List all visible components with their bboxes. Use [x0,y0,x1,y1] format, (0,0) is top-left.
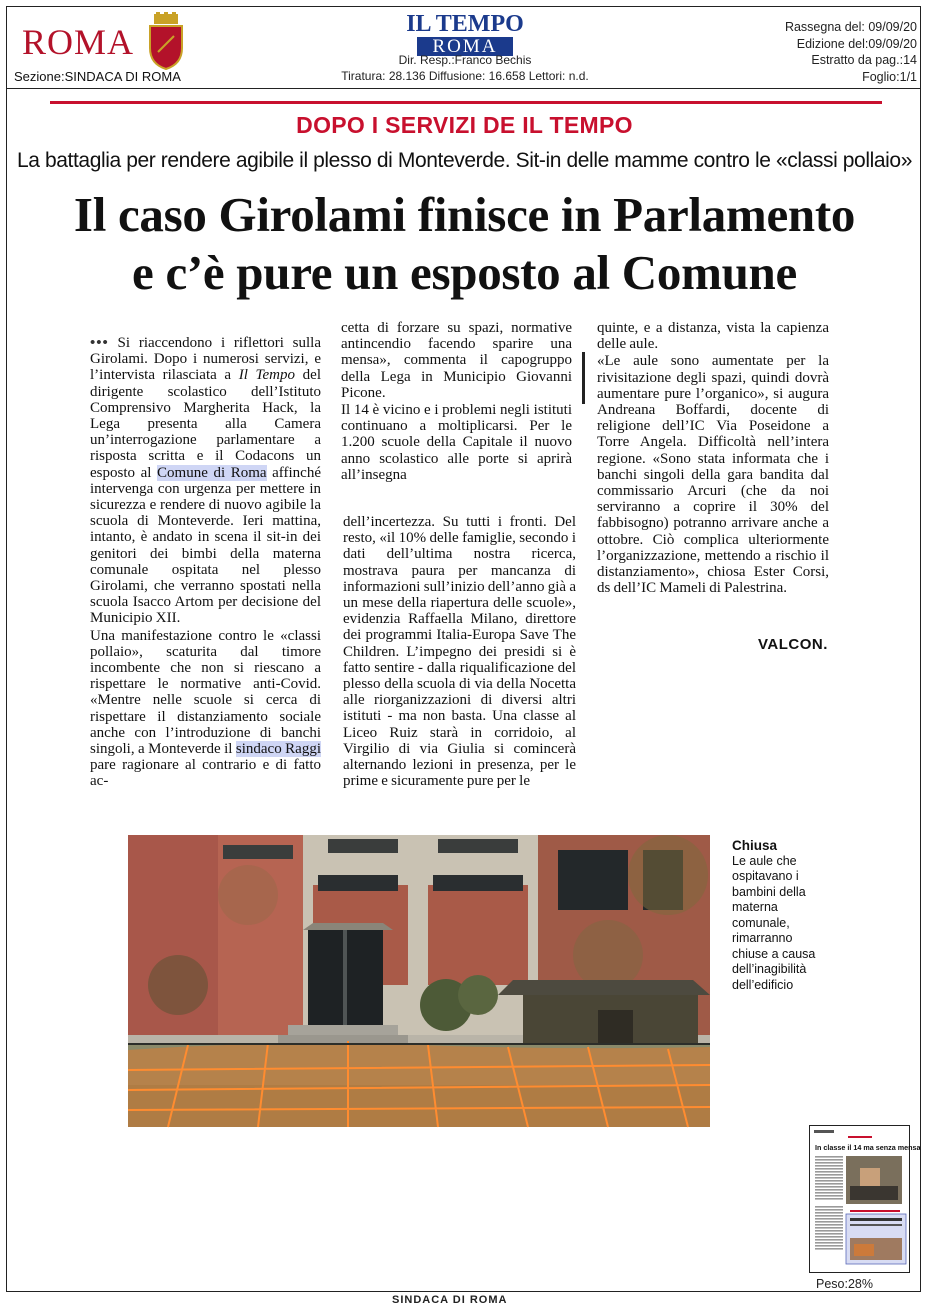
director-line: Dir. Resp.:Franco Bechis [398,53,532,67]
article-column-2-top [341,320,572,484]
circulation-line: Tiratura: 28.136 Diffusione: 16.658 Lettori: n.d. [341,69,589,83]
meta-estratto: Estratto da pag.:14 [811,53,917,67]
article-column-3 [597,320,829,597]
column-2-paragraph-3: dell’incertezza. Su tutti i fronti. Del resto, «il 10% delle famiglie, secondo i dati dell’ultima nostra ricerca, mostrava paura per mancanza di informazioni sull’inizio dell’anno già a un mese della riapertura delle scuole», evidenzia Raffaella Milano, direttore dei programmi Italia-Europa Save The Children. L’impegno dei presidi si è fatto sentire - dalla riqualificazione del plesso della scuola di via della Nocetta alle riorganizzazioni di diversi altri istituti - ma non basta. Una classe al Liceo Ruiz starà in corridoio, al Virgilio di via Giulia si comincerà alternando lezioni in presenza, per le prime e sicuramente pure per le [343,514,576,790]
headline-line-1: Il caso Girolami finisce in Parlamento [73,187,856,242]
meta-foglio: Foglio:1/1 [862,69,917,84]
column-1-paragraph-1: ••• Si riaccendono i riflettori sulla Girolami. Dopo i numerosi servizi, e l’intervista rilasciata a Il Tempo del dirigente scolastico dell’Istituto Comprensivo Margherita Hack, la Lega presenta alla Camera un’interrogazione parlamentare a risposta scritta e il Codacons un esposto al Comune di Roma affinché intervenga con urgenza per mettere in sicurezza e rendere di nuovo agibile la scuola di Monteverde. Ieri mattina, intanto, è andato in scena il sit-in dei genitori dei bimbi della materna comunale ospitata nel plesso Girolami, che verranno spostati nella scuola Isacco Artom per decisione del Municipio XII. [90,335,321,627]
press-review-meta [785,19,917,85]
peso-label: Peso:28% [816,1277,873,1291]
caption-body: Le aule che ospitavano i bambini della materna comunale, rimarranno chiuse a causa dell’inagibilità dell’edificio [732,853,816,992]
article-column-1 [90,335,321,791]
thumbnail-headline: In classe il 14 ma senza mensa [815,1143,921,1152]
page-thumbnail [809,1125,921,1273]
newspaper-name: Il Tempo [238,367,296,384]
thumbnail-preview [810,1126,921,1272]
masthead-title: IL TEMPO [406,11,524,37]
column-1-paragraph-2: Una manifestazione contro le «classi pollaio», scaturita dal timore incombente che non si riescano a rispettare le normative anti-Covid. «Mentre nelle scuole si cerca di rispettare il distanziamento sociale anche con l’introduzione di banchi singoli, a Monteverde il sindaco Raggi pare ragionare al contrario e di fatto ac- [90,627,321,790]
footer-section-label: SINDACA DI ROMA [392,1294,508,1306]
kicker-rule [50,101,882,104]
column-2-paragraph-2: Il 14 è vicino e i problemi negli istituti continuano a moltiplicarsi. Per le 1.200 scuole della Capitale il nuovo anno scolastico alle porte si aprirà all’insegna [341,402,572,483]
article-subhead: La battaglia per rendere agibile il plesso di Monteverde. Sit-in delle mamme contro le «classi pollaio» [17,149,912,172]
headline-line-2: e c’è pure un esposto al Comune [132,245,797,300]
school-building-photo [128,835,710,1127]
roma-logo-word: ROMA [22,22,135,62]
masthead-subtitle: ROMA [417,37,513,56]
article-column-2-bottom [343,514,576,790]
meta-edizione: Edizione del:09/09/20 [796,36,917,51]
article-kicker: DOPO I SERVIZI DE IL TEMPO [296,112,633,138]
section-label: Sezione:SINDACA DI ROMA [14,69,181,84]
roma-crest-icon [146,12,186,70]
column-2-paragraph-1: cetta di forzare su spazi, normative antincendio facendo sparire una mensa», commenta il capogruppo della Lega in Municipio Giovanni Picone. [341,320,572,401]
author-signature: VALCON. [758,636,828,653]
column-3-paragraph-1: quinte, e a distanza, vista la capienza delle aule. [597,320,829,353]
column-marker [582,352,585,404]
dots-marker: ••• [90,335,109,351]
caption-title: Chiusa [732,838,778,853]
column-3-paragraph-2: «Le aule sono aumentate per la rivisitazione degli spazi, quindi dovrà aumentare pure l’organico», si augura Andreana Boffardi, docente di religione dell’IC Via Poseidone a Torre Angela. Difficoltà nell’intera regione. «Sono stata informata che i banchi singoli della gara bandita dal commissario Arcuri (che da noi serviranno a coprire il 30% del fabbisogno) potranno arrivare anche a ottobre. Ciò complica ulteriormente l’organizzazione, mettendo a rischio il distanziamento», chiosa Ester Corsi, ds dell’IC Mameli di Palestrina. [597,353,829,597]
photo-caption [732,838,822,993]
highlight-sindaco-raggi: sindaco Raggi [235,741,321,758]
meta-rassegna: Rassegna del: 09/09/20 [784,20,917,34]
header-divider [6,88,921,89]
highlight-comune-di-roma: Comune di Roma [157,464,267,481]
article-headline [0,186,929,302]
masthead-logo [404,12,526,56]
